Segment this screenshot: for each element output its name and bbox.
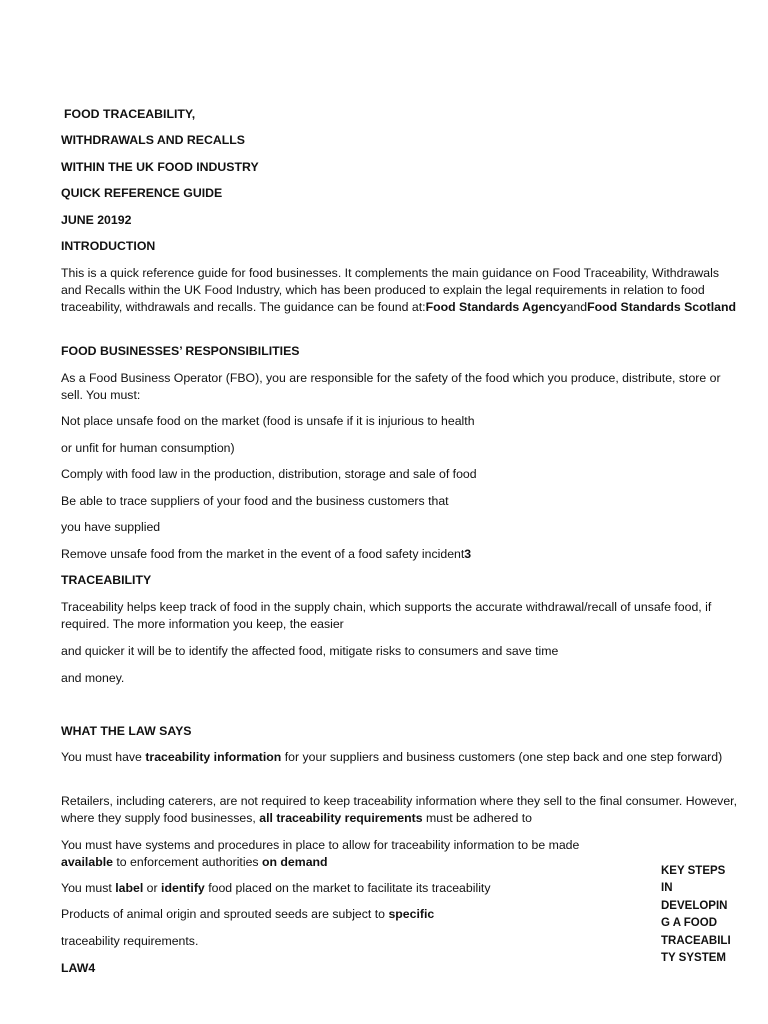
responsibility-line-1: Not place unsafe food on the market (food is unsafe if it is injurious to health — [61, 414, 475, 428]
law-p4-text-c: food placed on the market to facilitate its traceability — [204, 881, 491, 895]
sidebar-line: TRACEABILI — [661, 934, 731, 947]
law-p3-emphasis-a: available — [61, 855, 113, 869]
law-heading: WHAT THE LAW SAYS — [61, 724, 192, 738]
traceability-line-3: and money. — [61, 671, 125, 685]
law-p5-text: Products of animal origin and sprouted seeds are subject to — [61, 907, 389, 921]
responsibility-line-2: or unfit for human consumption) — [61, 441, 235, 455]
law-p2-text-b: must be adhered to — [422, 811, 532, 825]
law-footer-label: LAW4 — [61, 961, 96, 975]
sidebar-line: DEVELOPIN — [661, 899, 728, 912]
key-steps-sidebar — [661, 863, 735, 967]
footnote-ref: 3 — [464, 547, 472, 561]
sidebar-line: KEY STEPS — [661, 865, 726, 877]
responsibility-line-5: you have supplied — [61, 520, 161, 534]
law-paragraph-2 — [61, 793, 737, 827]
law-p2-emphasis: all traceability requirements — [259, 811, 423, 825]
law-p4-emphasis-a: label — [115, 881, 144, 895]
title-line-2: WITHDRAWALS AND RECALLS — [61, 133, 245, 147]
traceability-heading: TRACEABILITY — [61, 573, 152, 587]
law-p4-text-a: You must — [61, 881, 116, 895]
law-p4-emphasis-b: identify — [161, 881, 205, 895]
introduction-paragraph — [61, 265, 737, 316]
fss-link[interactable]: Food Standards Scotland — [587, 300, 737, 314]
and-text: and — [566, 300, 588, 314]
law-p1-text-a: You must have — [61, 750, 146, 764]
law-p4-text-b: or — [143, 881, 162, 895]
law-p5-emphasis: specific — [388, 907, 435, 921]
title-date: JUNE 20192 — [61, 213, 132, 227]
law-paragraph-3-line-1: You must have systems and procedures in place to allow for traceability information to be made — [61, 838, 580, 852]
responsibility-line-3: Comply with food law in the production, distribution, storage and sale of food — [61, 467, 477, 481]
law-paragraph-6: traceability requirements. — [61, 934, 199, 948]
responsibility-line-4: Be able to trace suppliers of your food and the business customers that — [61, 494, 449, 508]
law-paragraph-4 — [61, 880, 491, 897]
sidebar-line: TY SYSTEM — [661, 952, 726, 965]
responsibilities-intro: As a Food Business Operator (FBO), you are responsible for the safety of the food which you produce, distribute, store or sell. You must: — [61, 371, 721, 402]
title-line-3: WITHIN THE UK FOOD INDUSTRY — [61, 160, 259, 174]
law-paragraph-1 — [61, 749, 737, 766]
title-line-4: QUICK REFERENCE GUIDE — [61, 186, 223, 200]
sidebar-line: G A FOOD — [661, 917, 718, 930]
traceability-line-2: and quicker it will be to identify the affected food, mitigate risks to consumers and save time — [61, 644, 559, 658]
law-p3-text: to enforcement authorities — [112, 855, 262, 869]
sidebar-line: IN — [661, 882, 673, 895]
law-p2-text-a: Retailers, including caterers, are not required to keep traceability information where they sell to the final consumer. However, where they supply food businesses, — [61, 794, 737, 825]
introduction-text: This is a quick reference guide for food businesses. It complements the main guidance on Food Traceability, Withdrawals and Recalls within the UK Food Industry, which has been produced to explain the legal requirements in relation to food traceability, withdrawals and recalls. The guidance can be found at: — [61, 266, 719, 314]
responsibility-line-6-text: Remove unsafe food from the market in the event of a food safety incident — [61, 547, 465, 561]
law-p1-emphasis: traceability information — [145, 750, 282, 764]
law-p3-emphasis-b: on demand — [261, 855, 328, 869]
fsa-link[interactable]: Food Standards Agency — [425, 300, 567, 314]
responsibilities-heading: FOOD BUSINESSES’ RESPONSIBILITIES — [61, 344, 300, 358]
title-line-1: FOOD TRACEABILITY, — [64, 107, 196, 121]
traceability-paragraph: Traceability helps keep track of food in the supply chain, which supports the accurate withdrawal/recall of unsafe food, if required. The more information you keep, the easier — [61, 600, 712, 631]
introduction-heading: INTRODUCTION — [61, 239, 156, 253]
law-paragraph-3-line-2 — [61, 854, 328, 871]
law-p1-text-b: for your suppliers and business customers (one step back and one step forward) — [281, 750, 723, 764]
law-paragraph-5 — [61, 906, 434, 923]
responsibility-line-6 — [61, 546, 471, 563]
